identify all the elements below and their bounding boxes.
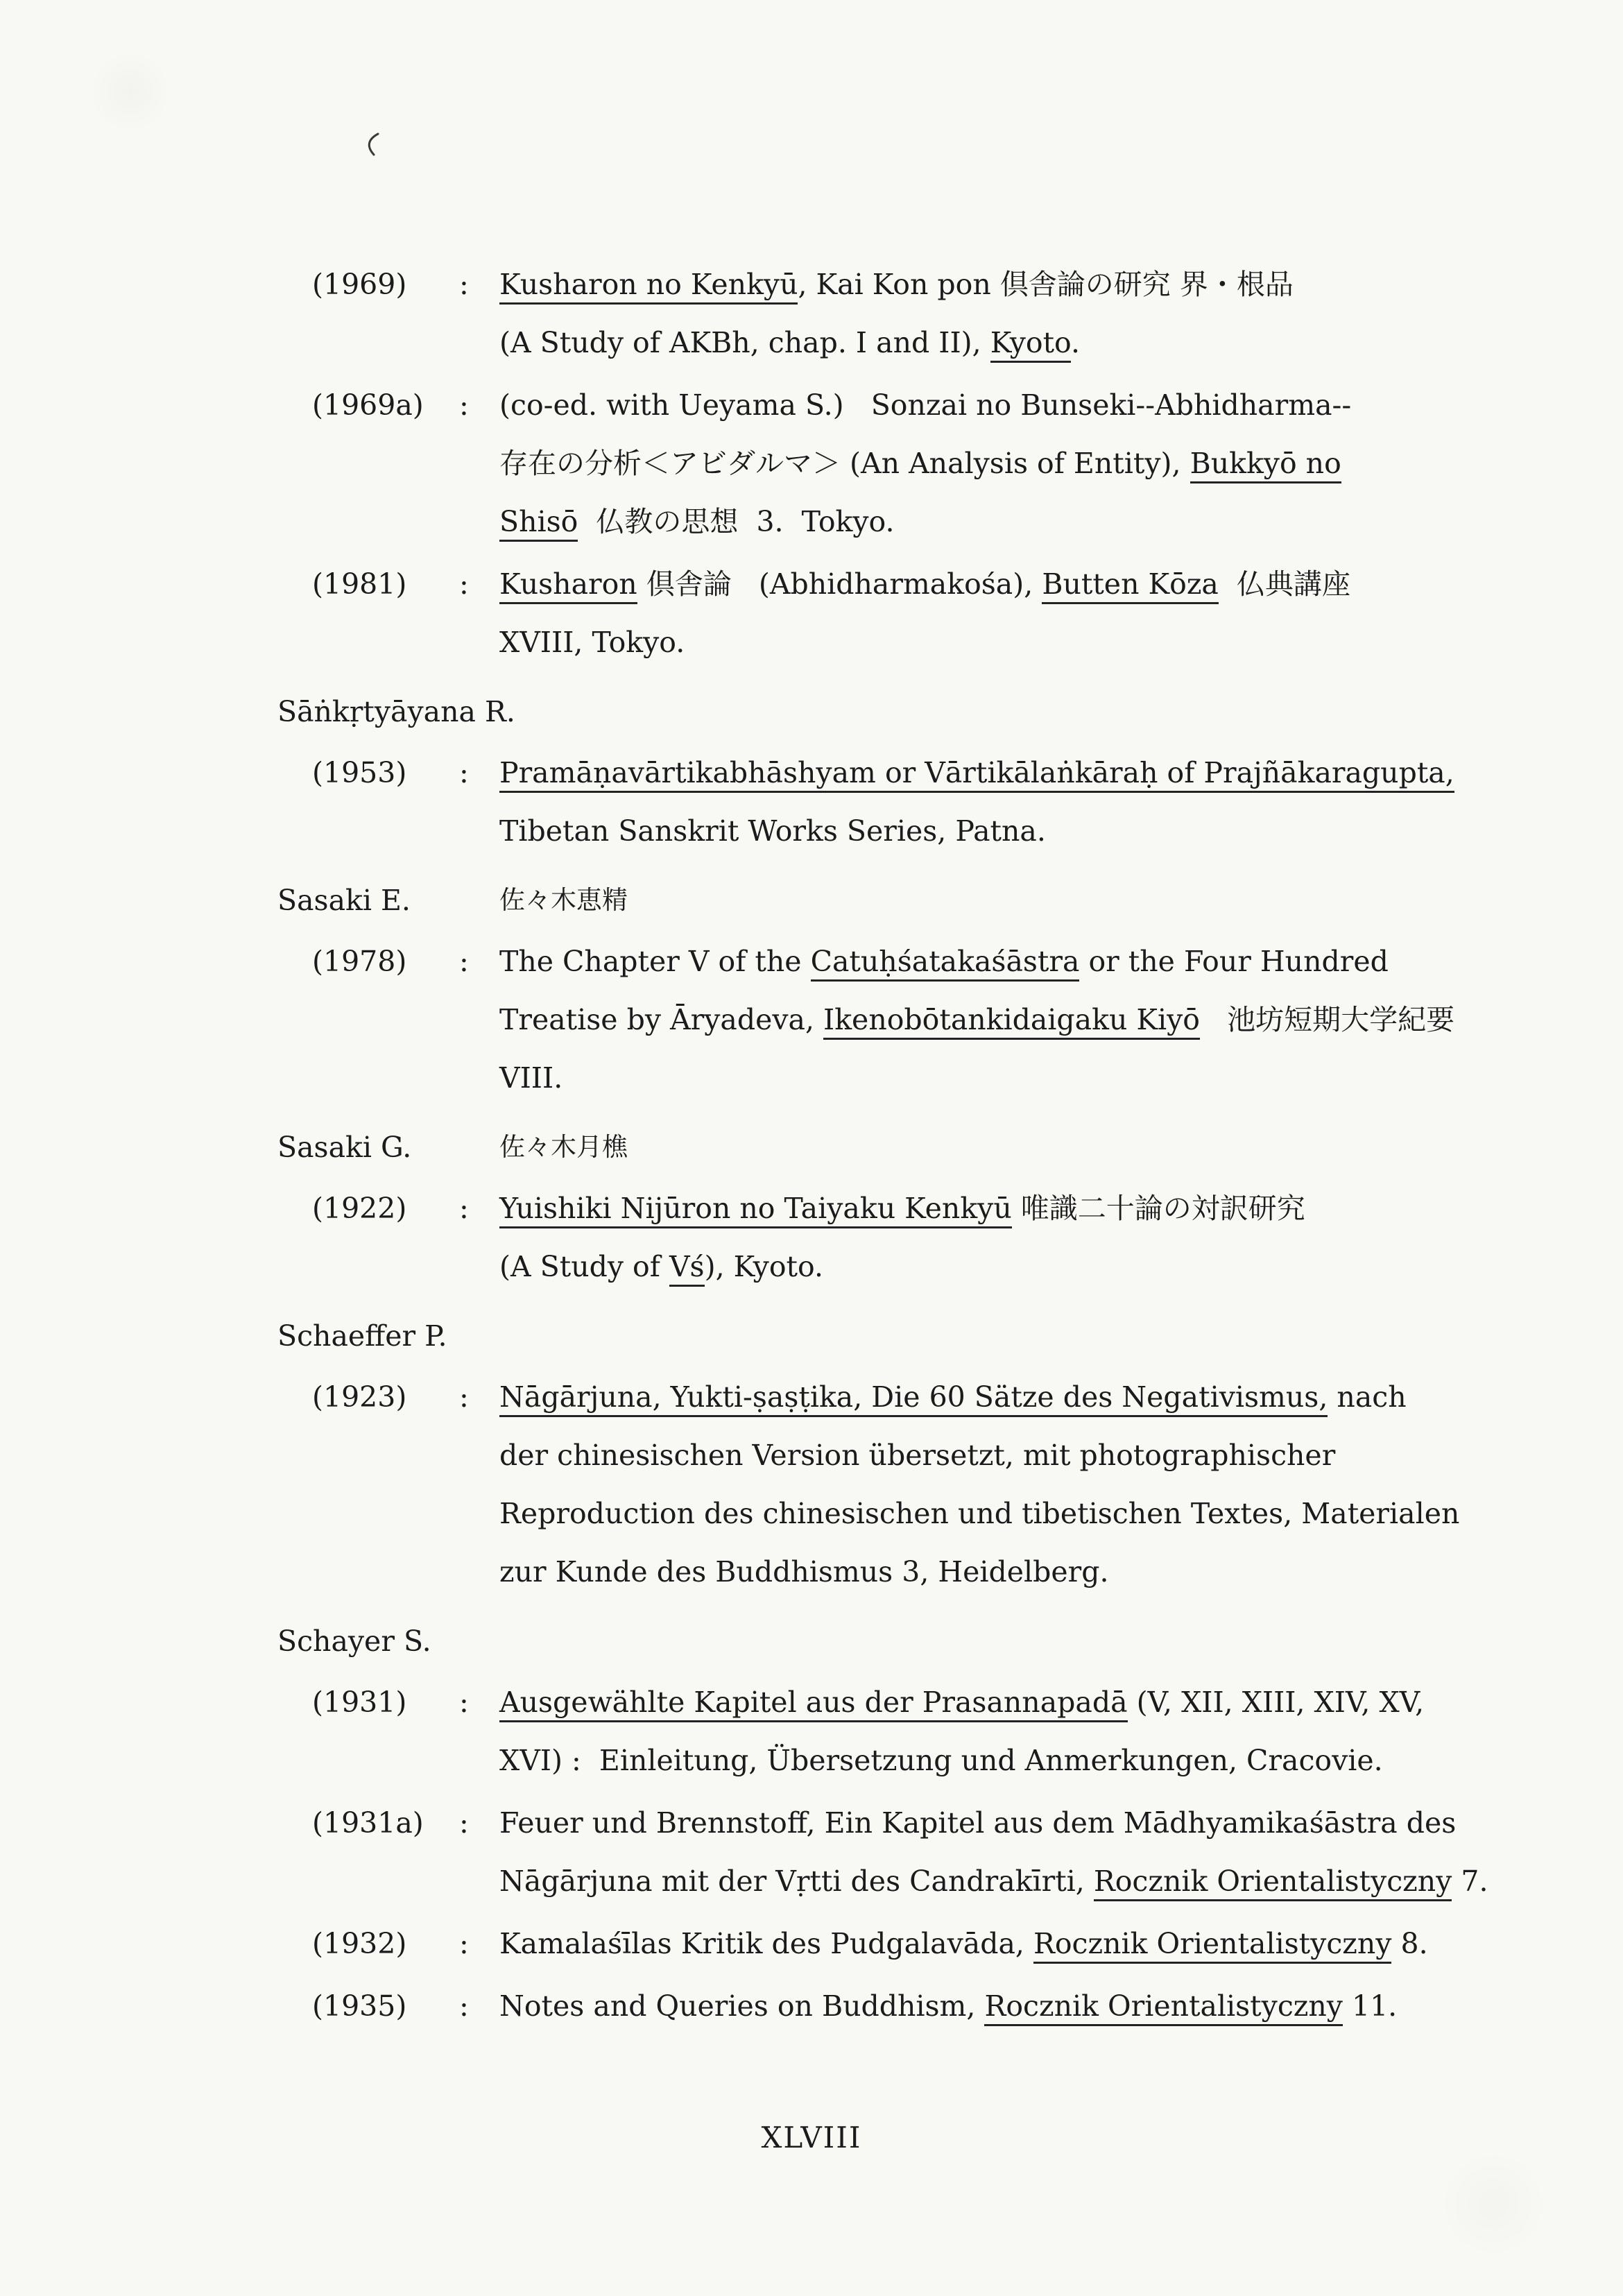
author-name: Schaeffer P. bbox=[277, 1319, 447, 1353]
entry-line bbox=[499, 492, 1623, 551]
entry-line bbox=[499, 1179, 1623, 1237]
text-segment: der chinesischen Version übersetzt, mit photographischer bbox=[499, 1439, 1336, 1472]
page-number: XLVIII bbox=[761, 2121, 862, 2154]
entry-line bbox=[499, 1852, 1623, 1910]
entry-colon: : bbox=[459, 1806, 469, 1840]
entry-year: (1969a) bbox=[312, 388, 424, 422]
underlined-title: Bukkyō no bbox=[1190, 447, 1341, 483]
underlined-title: Yuishiki Nijūron no Taiyaku Kenkyū bbox=[499, 1192, 1012, 1228]
entry-line bbox=[499, 802, 1623, 860]
text-segment: Nāgārjuna mit der Vṛtti des Candrakīrti, bbox=[499, 1865, 1094, 1898]
entry-line bbox=[499, 255, 1623, 314]
entry-lines bbox=[499, 255, 1623, 372]
text-segment: Treatise by Āryadeva, bbox=[499, 1003, 824, 1036]
entry-colon: : bbox=[459, 1380, 469, 1414]
entry-year: (1969) bbox=[312, 268, 407, 301]
bibliography-entry bbox=[312, 1794, 1623, 1910]
text-segment: Kamalaśīlas Kritik des Pudgalavāda, bbox=[499, 1927, 1033, 1960]
text-segment: (co-ed. with Ueyama S.) Sonzai no Bunseki--Abhidharma-- bbox=[499, 388, 1352, 422]
entry-year: (1978) bbox=[312, 945, 407, 978]
entry-colon: : bbox=[459, 1192, 469, 1225]
bibliography-entry bbox=[312, 255, 1623, 372]
bibliography-entry bbox=[312, 744, 1623, 860]
entry-line bbox=[499, 1794, 1623, 1852]
entry-colon: : bbox=[459, 567, 469, 601]
entry-line bbox=[499, 434, 1623, 492]
text-segment: VIII. bbox=[499, 1061, 563, 1095]
bibliography-entry bbox=[312, 932, 1623, 1107]
bibliography-entry bbox=[312, 1914, 1623, 1973]
entry-colon: : bbox=[459, 756, 469, 789]
bibliography-entry bbox=[312, 555, 1623, 671]
entry-line bbox=[499, 376, 1623, 434]
bibliography-entry bbox=[312, 1179, 1623, 1296]
entry-year: (1922) bbox=[312, 1192, 407, 1225]
author-heading bbox=[277, 683, 1623, 741]
text-segment: 倶舎論 (Abhidharmakośa), bbox=[637, 567, 1042, 601]
underlined-title: Rocznik Orientalistyczny bbox=[1094, 1865, 1452, 1901]
entry-line bbox=[499, 1368, 1623, 1426]
entry-lines bbox=[499, 1368, 1623, 1601]
author-name: Sasaki G. bbox=[277, 1131, 412, 1164]
text-segment: Feuer und Brennstoff, Ein Kapitel aus dem Mādhyamikaśāstra des bbox=[499, 1806, 1457, 1840]
entry-line bbox=[499, 613, 1623, 671]
underlined-title: Catuḥśatakaśāstra bbox=[811, 945, 1080, 982]
entry-year: (1931) bbox=[312, 1686, 407, 1719]
author-name: Sasaki E. bbox=[277, 884, 411, 917]
entry-lines bbox=[499, 1794, 1623, 1910]
entry-line bbox=[499, 1673, 1623, 1731]
underlined-title: Kusharon no Kenkyū bbox=[499, 268, 798, 305]
text-segment: XVI) : Einleitung, Übersetzung und Anmerkungen, Cracovie. bbox=[499, 1744, 1383, 1777]
entry-year: (1932) bbox=[312, 1927, 407, 1960]
entry-line bbox=[499, 1484, 1623, 1543]
underlined-title: Kyoto bbox=[990, 326, 1071, 363]
entry-lines bbox=[499, 376, 1623, 551]
author-kanji: 佐々木恵精 bbox=[499, 885, 628, 915]
entry-year: (1981) bbox=[312, 567, 407, 601]
stray-pen-mark bbox=[350, 128, 392, 170]
entry-colon: : bbox=[459, 1686, 469, 1719]
text-segment: 仏教の思想 3. Tokyo. bbox=[578, 505, 895, 538]
entry-line bbox=[499, 555, 1623, 613]
text-segment: 11. bbox=[1342, 1989, 1398, 2023]
entry-colon: : bbox=[459, 268, 469, 301]
entry-line bbox=[499, 1914, 1623, 1973]
entry-year: (1923) bbox=[312, 1380, 407, 1414]
entry-lines bbox=[499, 555, 1623, 671]
underlined-title: Kusharon bbox=[499, 567, 637, 604]
bibliography-entry bbox=[312, 1977, 1623, 2035]
text-segment: 存在の分析＜アビダルマ＞ (An Analysis of Entity), bbox=[499, 447, 1190, 480]
entry-line bbox=[499, 314, 1623, 372]
entry-line bbox=[499, 1426, 1623, 1484]
text-segment: (A Study of AKBh, chap. I and II), bbox=[499, 326, 990, 359]
text-segment: Notes and Queries on Buddhism, bbox=[499, 1989, 985, 2023]
bibliography-entry bbox=[312, 376, 1623, 551]
text-segment: 8. bbox=[1391, 1927, 1428, 1960]
author-heading bbox=[277, 1612, 1623, 1670]
entry-year: (1935) bbox=[312, 1989, 407, 2023]
entry-lines bbox=[499, 1673, 1623, 1790]
entry-line bbox=[499, 1049, 1623, 1107]
text-segment: or the Four Hundred bbox=[1079, 945, 1389, 978]
entry-colon: : bbox=[459, 945, 469, 978]
author-heading bbox=[277, 1307, 1623, 1365]
entry-line bbox=[499, 1977, 1623, 2035]
text-segment: The Chapter V of the bbox=[499, 945, 811, 978]
underlined-title: Rocznik Orientalistyczny bbox=[1033, 1927, 1391, 1964]
underlined-title: Shisō bbox=[499, 505, 578, 542]
entry-line bbox=[499, 744, 1623, 802]
entry-lines bbox=[499, 1179, 1623, 1296]
entry-lines bbox=[499, 744, 1623, 860]
text-segment: zur Kunde des Buddhismus 3, Heidelberg. bbox=[499, 1555, 1109, 1588]
text-segment: nach bbox=[1328, 1380, 1407, 1414]
entry-lines bbox=[499, 932, 1623, 1107]
underlined-title: Nāgārjuna, Yukti-ṣaṣṭika, Die 60 Sätze des Negativismus, bbox=[499, 1380, 1328, 1417]
entry-year: (1953) bbox=[312, 756, 407, 789]
text-segment: . bbox=[1071, 326, 1081, 359]
underlined-title: Ausgewählte Kapitel aus der Prasannapadā bbox=[499, 1686, 1128, 1722]
underlined-title: Pramāṇavārtikabhāshyam or Vārtikālaṅkāraḥ of Prajñākaragupta, bbox=[499, 756, 1454, 793]
text-segment: 唯識二十論の対訳研究 bbox=[1011, 1192, 1305, 1225]
underlined-title: Ikenobōtankidaigaku Kiyō bbox=[823, 1003, 1200, 1040]
text-segment: (V, XII, XIII, XIV, XV, bbox=[1127, 1686, 1425, 1719]
entry-line bbox=[499, 1731, 1623, 1790]
entry-line bbox=[499, 1237, 1623, 1296]
entry-line bbox=[499, 932, 1623, 991]
entry-colon: : bbox=[459, 1989, 469, 2023]
underlined-title: Butten Kōza bbox=[1042, 567, 1219, 604]
entry-colon: : bbox=[459, 388, 469, 422]
text-segment: Reproduction des chinesischen und tibetischen Textes, Materialen bbox=[499, 1497, 1460, 1530]
text-segment: (A Study of bbox=[499, 1250, 669, 1283]
text-segment: 仏典講座 bbox=[1218, 567, 1350, 601]
underlined-title: Vś bbox=[669, 1250, 705, 1287]
author-name: Sāṅkṛtyāyana R. bbox=[277, 695, 515, 728]
entry-year: (1931a) bbox=[312, 1806, 424, 1840]
underlined-title: Rocznik Orientalistyczny bbox=[984, 1989, 1342, 2026]
text-segment: Tibetan Sanskrit Works Series, Patna. bbox=[499, 814, 1046, 848]
author-heading bbox=[277, 1118, 1623, 1176]
entry-line bbox=[499, 1543, 1623, 1601]
text-segment: XVIII, Tokyo. bbox=[499, 626, 685, 659]
bibliography-entry bbox=[312, 1368, 1623, 1601]
entry-colon: : bbox=[459, 1927, 469, 1960]
bibliography-entry bbox=[312, 1673, 1623, 1790]
text-segment: 池坊短期大学紀要 bbox=[1200, 1003, 1455, 1036]
author-name: Schayer S. bbox=[277, 1625, 431, 1658]
text-segment: ), Kyoto. bbox=[704, 1250, 823, 1283]
entry-line bbox=[499, 991, 1623, 1049]
entry-lines bbox=[499, 1914, 1623, 1973]
author-heading bbox=[277, 871, 1623, 929]
author-kanji: 佐々木月樵 bbox=[499, 1132, 628, 1162]
text-segment: 7. bbox=[1452, 1865, 1488, 1898]
text-segment: , Kai Kon pon 倶舎論の研究 界・根品 bbox=[798, 268, 1294, 301]
bibliography bbox=[0, 255, 1623, 2039]
entry-lines bbox=[499, 1977, 1623, 2035]
